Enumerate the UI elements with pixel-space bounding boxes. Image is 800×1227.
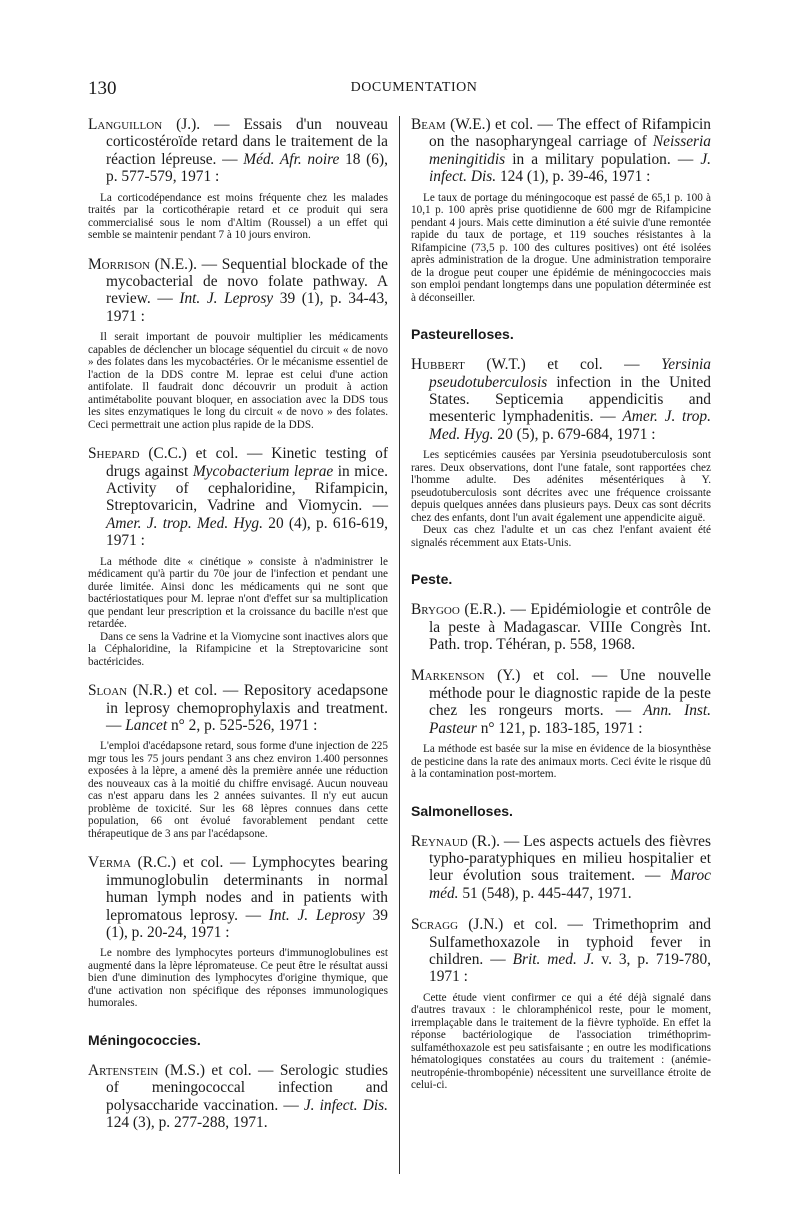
entry-abstract bbox=[88, 740, 388, 840]
entry-abstract bbox=[411, 449, 711, 549]
bibliography-entry bbox=[88, 1062, 388, 1132]
left-column bbox=[88, 116, 388, 1146]
bibliography-entry bbox=[411, 116, 711, 304]
entry-journal: Int. J. Leprosy bbox=[179, 290, 274, 308]
entry-journal: Méd. Afr. noire bbox=[243, 150, 340, 168]
entry-abstract bbox=[88, 947, 388, 1010]
bibliography-entry bbox=[88, 445, 388, 668]
entry-citation-text: in a military population. — bbox=[505, 150, 701, 168]
entry-reference: 39 (1), p. 20-24, 1971 : bbox=[106, 906, 389, 942]
entry-reference: 39 (1), p. 34-43, 1971 : bbox=[106, 290, 389, 325]
entry-author: Sloan bbox=[88, 682, 128, 700]
entry-species-name: Mycobacterium leprae bbox=[192, 462, 334, 480]
entry-citation-text: (W.T.) et col. — bbox=[464, 356, 662, 374]
entry-citation-text: (E.R.). — Epidémiologie et contrôle de la peste à Madagascar. VIIIe Congrès Int. Path. trop. Téhéran, p. 558, 1968. bbox=[429, 601, 711, 653]
abstract-paragraph: Le nombre des lymphocytes porteurs d'immunoglobulines est augmenté dans la lèpre lépromateuse. Ce peut être le résultat aussi bien d'une diminution des lymphocytes d'origine thymique, que d'une activation non spécifique des réponses immunologiques humorales. bbox=[88, 947, 388, 1010]
entry-species-name: Yersinia pseudotuberculosis bbox=[429, 356, 711, 391]
entry-abstract bbox=[88, 192, 388, 242]
bibliography-entry bbox=[88, 256, 388, 432]
entry-author: Reynaud bbox=[411, 832, 468, 850]
entry-citation bbox=[411, 916, 711, 986]
bibliography-entry bbox=[411, 916, 711, 1092]
entry-citation bbox=[88, 682, 388, 734]
entry-species-name: Neisseria meningitidis bbox=[429, 133, 711, 168]
abstract-paragraph: La corticodépendance est moins fréquente chez les malades traités par la corticothérapie retard et ce produit qui sera commercialisé sous le nom d'Altim (Roussel) a un effet qui semble se maintenir pendant 7 à 10 jours environ. bbox=[88, 191, 388, 242]
entry-citation-text: (N.E.). — Sequential blockade of the mycobacterial de novo folate pathway. A review. — bbox=[106, 255, 388, 308]
entry-citation-text: (R.C.) et col. — Lymphocytes bearing immunoglobulin determinants in normal human lymph nodes and in patients with lepromatous leprosy. — bbox=[106, 854, 388, 924]
entry-citation-text: (W.E.) et col. — The effect of Rifampicin on the nasopharyngeal carriage of bbox=[429, 116, 711, 151]
entry-author: Markenson bbox=[411, 667, 485, 685]
entry-citation bbox=[411, 833, 711, 903]
entry-citation bbox=[88, 854, 388, 941]
entry-citation-text: (N.R.) et col. — Repository acedapsone in leprosy chemoprophylaxis and treatment. — bbox=[106, 682, 388, 734]
entry-reference: 18 (6), p. 577-579, 1971 : bbox=[106, 150, 388, 186]
entry-journal: Amer. J. trop. Med. Hyg. bbox=[106, 514, 263, 532]
entry-author: Beam bbox=[411, 116, 446, 133]
entry-author: Scragg bbox=[411, 916, 459, 934]
abstract-paragraph: Le taux de portage du méningocoque est passé de 65,1 p. 100 à 10,1 p. 100 après prise quotidienne de 600 mgr de Rifampicine pendant 4 jours. Mais cette diminution a été suivie d'une remontée rapide du taux de portage, et 119 souches résistantes à la Rifampicine (73,5 p. 100 des cultures positives) ont été isolées après administration de la drogue. Une administration temporaire de la drogue peut couper une épidémie de méningococcies mais son emploi pendant longtemps dans une population déterminée est à déconseiller. bbox=[411, 191, 711, 304]
entry-citation bbox=[88, 116, 388, 186]
entry-abstract bbox=[88, 331, 388, 431]
bibliography-entry bbox=[88, 116, 388, 242]
entry-citation-text: (R.). — Les aspects actuels des fièvres typho-paratyphiques en milieu hospitalier et leur évolution sous traitement. — bbox=[429, 832, 711, 885]
entry-citation bbox=[88, 256, 388, 326]
abstract-paragraph: Il serait important de pouvoir multiplier les médicaments capables de déclencher un blocage séquentiel du circuit « de novo » des folates dans les mycobactéries. Or le mécanisme essentiel de l'action de la DDS contre M. leprae est celui d'une action antifolate. Il faudrait donc découvrir un produit à action antimétabolite pouvant bloquer, en association avec la DDS tous les sites enzymatiques le long du circuit « de novo » des folates. Ceci permettrait une action plus rapide de la DDS. bbox=[88, 331, 388, 431]
entry-author: Languillon bbox=[88, 116, 163, 133]
bibliography-entry bbox=[88, 682, 388, 840]
entry-reference: 20 (5), p. 679-684, 1971 : bbox=[493, 425, 656, 443]
entry-citation bbox=[411, 356, 711, 443]
bibliography-entry bbox=[411, 667, 711, 780]
entry-citation bbox=[88, 1062, 388, 1132]
page-header bbox=[88, 78, 740, 100]
abstract-paragraph: Dans ce sens la Vadrine et la Viomycine sont inactives alors que la Céphaloridine, la Rifampicine et la Streptovaricine sont bactéricides. bbox=[88, 630, 388, 668]
entry-reference: n° 121, p. 183-185, 1971 : bbox=[476, 719, 643, 737]
entry-reference: 124 (1), p. 39-46, 1971 : bbox=[496, 168, 651, 186]
entry-citation-text: in mice. Activity of cephaloridine, Rifampicin, Streptovaricin, Vadrine and Viomycin. — bbox=[106, 462, 388, 515]
entry-citation-text: (J.). — Essais d'un nouveau corticostéroïde retard dans le traitement de la réaction lépreuse. — bbox=[106, 116, 388, 168]
bibliography-entry bbox=[411, 833, 711, 903]
entry-abstract bbox=[411, 743, 711, 781]
section-heading: Pasteurelloses. bbox=[411, 326, 514, 343]
entry-author: Shepard bbox=[88, 445, 140, 463]
right-column bbox=[411, 116, 711, 1106]
entry-citation-text: infection in the United States. Septicemia appendicitis and mesenteric lymphadenitis. — bbox=[429, 373, 711, 426]
bibliography-entry bbox=[411, 356, 711, 549]
entry-author: Hubbert bbox=[411, 356, 465, 374]
abstract-paragraph: La méthode dite « cinétique » consiste à n'administrer le médicament qu'à partir du 70e jour de l'infection et pendant une durée limitée. Ainsi donc les médicaments qui ne sont que bactériostatiques pour M. leprae n'ont d'effet sur sa multiplication que pendant leur prescription et la croissance du bacille n'est que retardée. bbox=[88, 555, 388, 631]
entry-abstract bbox=[411, 192, 711, 305]
entry-journal: Lancet bbox=[125, 717, 168, 734]
entry-abstract bbox=[88, 556, 388, 669]
page-number: 130 bbox=[88, 78, 117, 99]
section-heading: Salmonelloses. bbox=[411, 802, 513, 819]
entry-journal: Brit. med. J. bbox=[512, 950, 595, 968]
entry-journal: Int. J. Leprosy bbox=[268, 906, 365, 924]
entry-author: Morrison bbox=[88, 255, 150, 273]
entry-abstract bbox=[411, 992, 711, 1092]
bibliography-entry bbox=[88, 854, 388, 1010]
entry-journal: J. infect. Dis. bbox=[303, 1096, 389, 1114]
entry-reference: 124 (3), p. 277-288, 1971. bbox=[106, 1114, 268, 1132]
entry-journal: Amer. J. trop. Med. Hyg. bbox=[429, 408, 711, 443]
bibliography-entry bbox=[411, 601, 711, 653]
entry-citation bbox=[411, 601, 711, 653]
abstract-paragraph: Cette étude vient confirmer ce qui a été déjà signalé dans d'autres travaux : le chloramphénicol reste, pour le moment, irremplaçable dans le traitement de la fièvre typhoïde. En effet la réponse bactériologique de l'association triméthoprim-sulfaméthoxazole est peu satisfaisante ; en outre les modifications hématologiques constatées au cours du traitement : (anémie-neutropénie-thrombopénie) nécessitent une surveillance étroite de celui-ci. bbox=[411, 991, 711, 1092]
entry-journal: Maroc méd. bbox=[429, 867, 711, 902]
abstract-paragraph: La méthode est basée sur la mise en évidence de la biosynthèse de pesticine dans la rate des animaux morts. Ceci évite le risque dû à la contamination post-mortem. bbox=[411, 743, 711, 780]
entry-journal: J. infect. Dis. bbox=[429, 150, 711, 186]
section-heading: Méningococcies. bbox=[88, 1031, 201, 1048]
entry-reference: n° 2, p. 525-526, 1971 : bbox=[167, 717, 318, 734]
abstract-paragraph: L'emploi d'acédapsone retard, sous forme d'une injection de 225 mgr tous les 75 jours pendant 3 ans chez environ 1.400 personnes exposées à la lèpre, a amené dès la première année une réduction des nouveaux cas à la moitié du chiffre envisagé. Aucun nouveau cas n'est apparu dans les 2 années suivantes. Il n'y eut aucun problème de toxicité. Sur les 68 lèpres connues dans cette population, 66 ont évolué favorablement pendant cette thérapeutique de 3 ans par l'acédapsone. bbox=[88, 740, 388, 840]
entry-reference: 51 (548), p. 445-447, 1971. bbox=[458, 884, 632, 902]
running-title: DOCUMENTATION bbox=[350, 80, 478, 95]
entry-citation bbox=[88, 445, 388, 549]
entry-citation-text: (Y.) et col. — Une nouvelle méthode pour le diagnostic rapide de la peste chez les rongeurs morts. — bbox=[429, 667, 711, 720]
entry-citation-text: (C.C.) et col. — Kinetic testing of drugs against bbox=[106, 445, 388, 480]
entry-journal: Ann. Inst. Pasteur bbox=[429, 702, 712, 737]
entry-author: Brygoo bbox=[411, 601, 460, 619]
entry-reference: v. 3, p. 719-780, 1971 : bbox=[429, 950, 711, 986]
entry-author: Artenstein bbox=[88, 1061, 159, 1079]
entry-reference: 20 (4), p. 616-619, 1971 : bbox=[106, 514, 388, 550]
section-heading: Peste. bbox=[411, 571, 453, 588]
entry-author: Verma bbox=[88, 854, 131, 872]
column-divider bbox=[399, 116, 400, 1174]
abstract-paragraph: Les septicémies causées par Yersinia pseudotuberculosis sont rares. Deux observations, dont l'une fatale, sont rapportées chez l'homme adulte. Des adénites mésentériques à Y. pseudotuberculosis sont décrites avec une fréquence croissante depuis quelques années dans plusieurs pays. Deux cas sont décrits chez des enfants, dont l'un avait également une appendicite aiguë. bbox=[411, 449, 711, 524]
entry-citation-text: (M.S.) et col. — Serologic studies of meningococcal infection and polysaccharide vaccination. — bbox=[106, 1061, 388, 1114]
entry-citation-text: (J.N.) et col. — Trimethoprim and Sulfamethoxazole in typhoid fever in children. — bbox=[429, 916, 711, 968]
abstract-paragraph: Deux cas chez l'adulte et un cas chez l'enfant avaient été signalés récemment aux Etats-Unis. bbox=[411, 524, 711, 549]
entry-citation bbox=[411, 116, 711, 186]
entry-citation bbox=[411, 667, 711, 737]
